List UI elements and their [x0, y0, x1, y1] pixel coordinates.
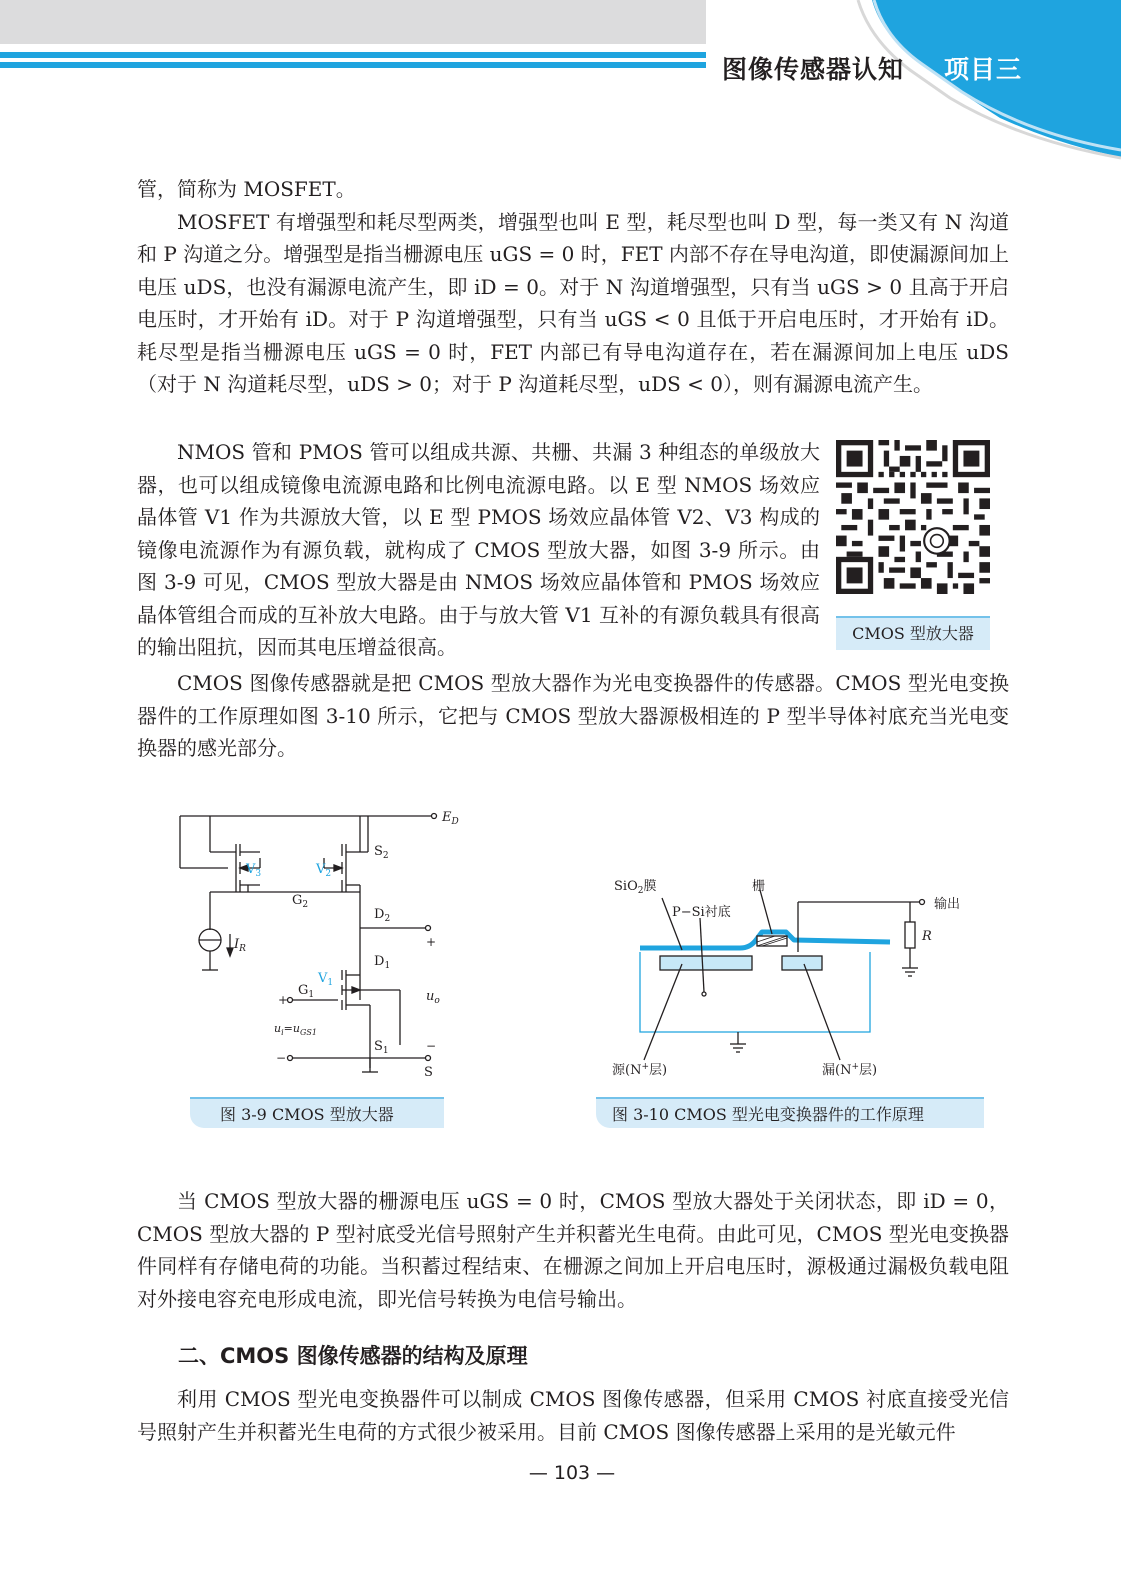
figure2-caption: 图 3-10 CMOS 型光电变换器件的工作原理	[596, 1097, 984, 1128]
header-blue-line	[0, 52, 706, 58]
svg-text:ED: $E_D$	[442, 810, 459, 827]
label-minus-left: −	[276, 1051, 287, 1065]
label-v2: $V_2$	[316, 862, 332, 879]
label-source: 源(N+层)	[612, 1062, 668, 1078]
label-minus-right: −	[426, 1039, 437, 1053]
text-block-3	[137, 667, 1009, 765]
paragraph: 利用 CMOS 型光电变换器件可以制成 CMOS 图像传感器，但采用 CMOS 衬底直接受光信号照射产生并积蓄光生电荷的方式很少被采用。目前 CMOS 图像传感器上采用的是光敏元件	[137, 1387, 1009, 1444]
label-v1: $V_1$	[318, 971, 334, 988]
label-d2: $D_2$	[374, 907, 391, 924]
text-block-5	[137, 1383, 1009, 1448]
text-block-2	[137, 436, 820, 664]
text-block-1	[137, 173, 1009, 401]
label-d1: $D_1$	[374, 954, 391, 971]
label-uo: $u_o$	[426, 989, 440, 1006]
label-plus-left: +	[278, 993, 289, 1007]
figure-cmos-photo-device	[600, 860, 990, 1090]
label-ui: $u_i=u_{GS1}$	[274, 1022, 317, 1037]
project-label: 项目三	[944, 55, 1023, 84]
paragraph: MOSFET 有增强型和耗尽型两类，增强型也叫 E 型，耗尽型也叫 D 型，每一类又有 N 沟道和 P 沟道之分。增强型是指当栅源电压 uGS = 0 时，FET 内部不存在导电沟道，即使漏源间加上电压 uDS，也没有漏源电流产生，即 iD = 0。对于 N 沟道增强型，只有当 uGS > 0 且高于开启电压时，才开始有 iD。对于 P 沟道增强型，只有当 uGS < 0 且低于开启电压时，才开始有 iD。耗尽型是指当栅源电压 uGS = 0 时，FET 内部已有导电沟道存在，若在漏源间加上电压 uDS（对于 N 沟道耗尽型，uDS > 0；对于 P 沟道耗尽型，uDS < 0），则有漏源电流产生。	[137, 209, 1009, 396]
label-g1: $G_1$	[298, 983, 315, 1000]
label-r: R	[922, 929, 932, 944]
label-s: S	[424, 1065, 433, 1080]
label-ir: $I_R$	[234, 937, 246, 954]
label-p-si: P−Si衬底	[672, 905, 731, 920]
paragraph: NMOS 管和 PMOS 管可以组成共源、共栅、共漏 3 种组态的单级放大器，也可以组成镜像电流源电路和比例电流源电路。以 E 型 NMOS 场效应晶体管 V1 作为共源放大管，以 E 型 PMOS 场效应晶体管 V2、V3 构成的镜像电流源作为有源负载，就构成了 CMOS 型放大器，如图 3-9 所示。由图 3-9 可见，CMOS 型放大器是由 NMOS 场效应晶体管和 PMOS 场效应晶体管组合而成的互补放大电路。由于与放大管 V1 互补的有源负载具有很高的输出阻抗，因而其电压增益很高。	[137, 440, 820, 659]
qr-caption: CMOS 型放大器	[836, 616, 990, 650]
page-number: — 103 —	[528, 1462, 616, 1484]
section-heading: 二、CMOS 图像传感器的结构及原理	[178, 1344, 528, 1368]
label-s2: $S_2$	[374, 844, 389, 861]
label-v3: $V_3$	[246, 862, 262, 879]
header-blue-line-2	[0, 62, 706, 68]
label-plus-top: +	[426, 935, 437, 949]
paragraph: CMOS 图像传感器就是把 CMOS 型放大器作为光电变换器件的传感器。CMOS 型光电变换器件的工作原理如图 3-10 所示，它把与 CMOS 型放大器源极相连的 P 型半导体衬底充当光电变换器的感光部分。	[137, 671, 1009, 760]
header-gray-band	[0, 0, 706, 44]
label-g2: $G_2$	[292, 893, 309, 910]
paragraph: 管，简称为 MOSFET。	[137, 177, 356, 201]
figure1-caption: 图 3-9 CMOS 型放大器	[190, 1097, 444, 1128]
label-gate: 栅	[752, 879, 766, 894]
label-ed: E	[442, 810, 452, 825]
label-drain: 漏(N+层)	[822, 1062, 878, 1078]
label-output: 输出	[934, 897, 961, 912]
label-sio2: SiO$_2$膜	[614, 879, 657, 896]
paragraph: 当 CMOS 型放大器的栅源电压 uGS = 0 时，CMOS 型放大器处于关闭状态，即 iD = 0，CMOS 型放大器的 P 型衬底受光信号照射产生并积蓄光生电荷。由此可见，CMOS 型光电变换器件同样有存储电荷的功能。当积蓄过程结束、在栅源之间加上开启电压时，源极通过漏极负载电阻对外接电容充电形成电流，即光信号转换为电信号输出。	[137, 1189, 1009, 1311]
qr-code-icon[interactable]	[836, 440, 990, 594]
text-block-4	[137, 1185, 1009, 1315]
book-title: 图像传感器认知	[722, 55, 905, 84]
figure-cmos-amplifier	[170, 800, 470, 1090]
label-s1: $S_1$	[374, 1039, 389, 1056]
